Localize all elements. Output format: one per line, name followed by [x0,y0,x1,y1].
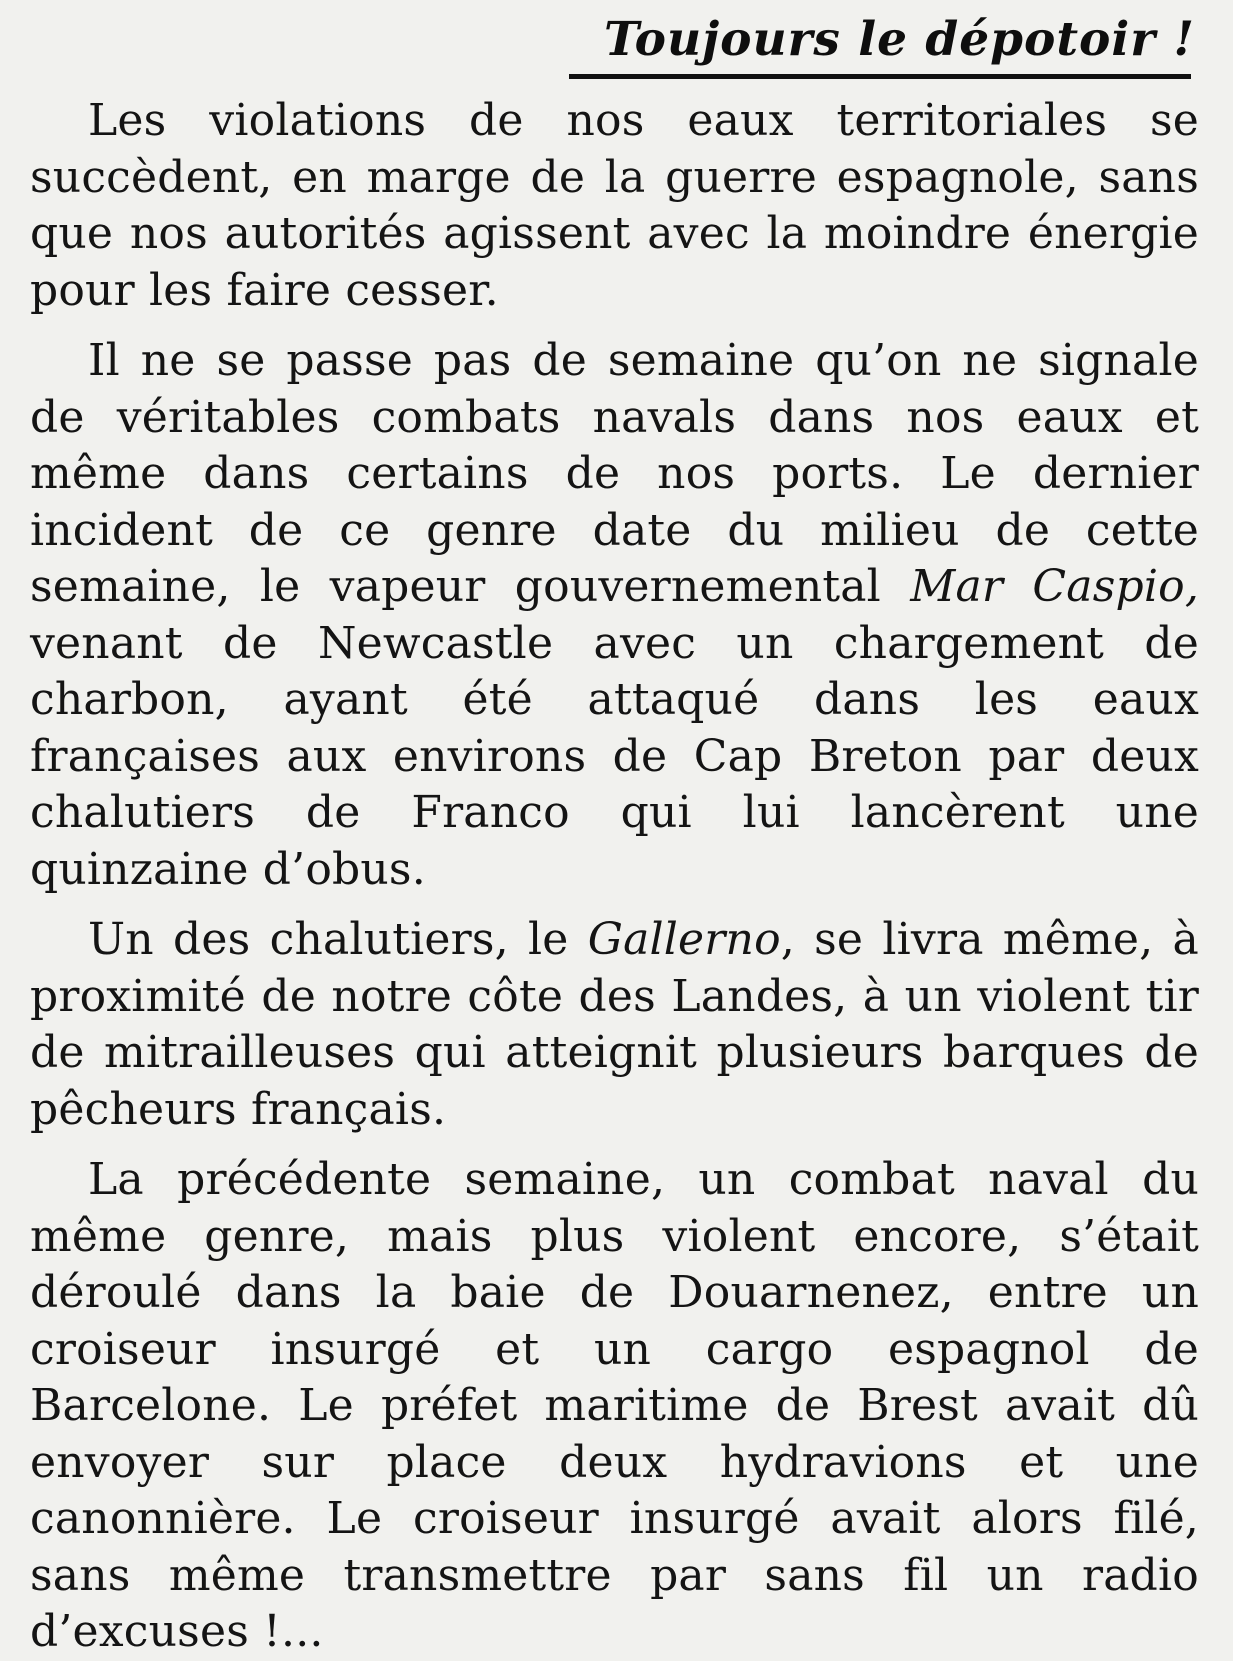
paragraph-text: Un des chalutiers, le [88,914,588,965]
title-underline [569,74,1191,79]
paragraph-text: venant de Newcastle avec un chargement de charbon, ayant été attaqué dans les eaux françaises aux environs de Cap Breton par deux chalutiers de Franco qui lui lancèrent une quinzaine d’obus. [30,617,1199,895]
paragraph-2 [30,333,1199,898]
paragraph-1 [30,93,1199,319]
article-title: Toujours le dépotoir ! [604,12,1195,67]
paragraph-4 [30,1152,1199,1661]
paragraph-text: Il ne se passe pas de semaine qu’on ne signale de véritables combats navals dans nos eaux et même dans certains de nos ports. Le dernier incident de ce genre date du milieu de cette semaine, le vapeur gouvernemental [30,335,1199,612]
ship-name-gallerno: Gallerno [587,914,781,965]
article-body [30,93,1199,1661]
paragraph-text: La précédente semaine, un combat naval du même genre, mais plus violent encore, s’était déroulé dans la baie de Douarnenez, entre un croiseur insurgé et un cargo espagnol de Barcelone. Le préfet maritime de Brest avait dû envoyer sur place deux hydravions et une canonnière. Le croiseur insurgé avait alors filé, sans même transmettre par sans fil un radio d’excuses !... [30,1154,1199,1657]
paragraph-text: Les violations de nos eaux territoriales se succèdent, en marge de la guerre espagnole, sans que nos autorités agissent avec la moindre énergie pour les faire cesser. [30,95,1199,316]
paragraph-text: , se livra même, à proximité de notre côte des Landes, à un violent tir de mitrailleuses qui atteignit plusieurs barques de pêcheurs français. [30,914,1199,1135]
title-block [30,10,1199,79]
paragraph-3 [30,912,1199,1138]
ship-name-mar-caspio: Mar Caspio, [910,561,1200,612]
